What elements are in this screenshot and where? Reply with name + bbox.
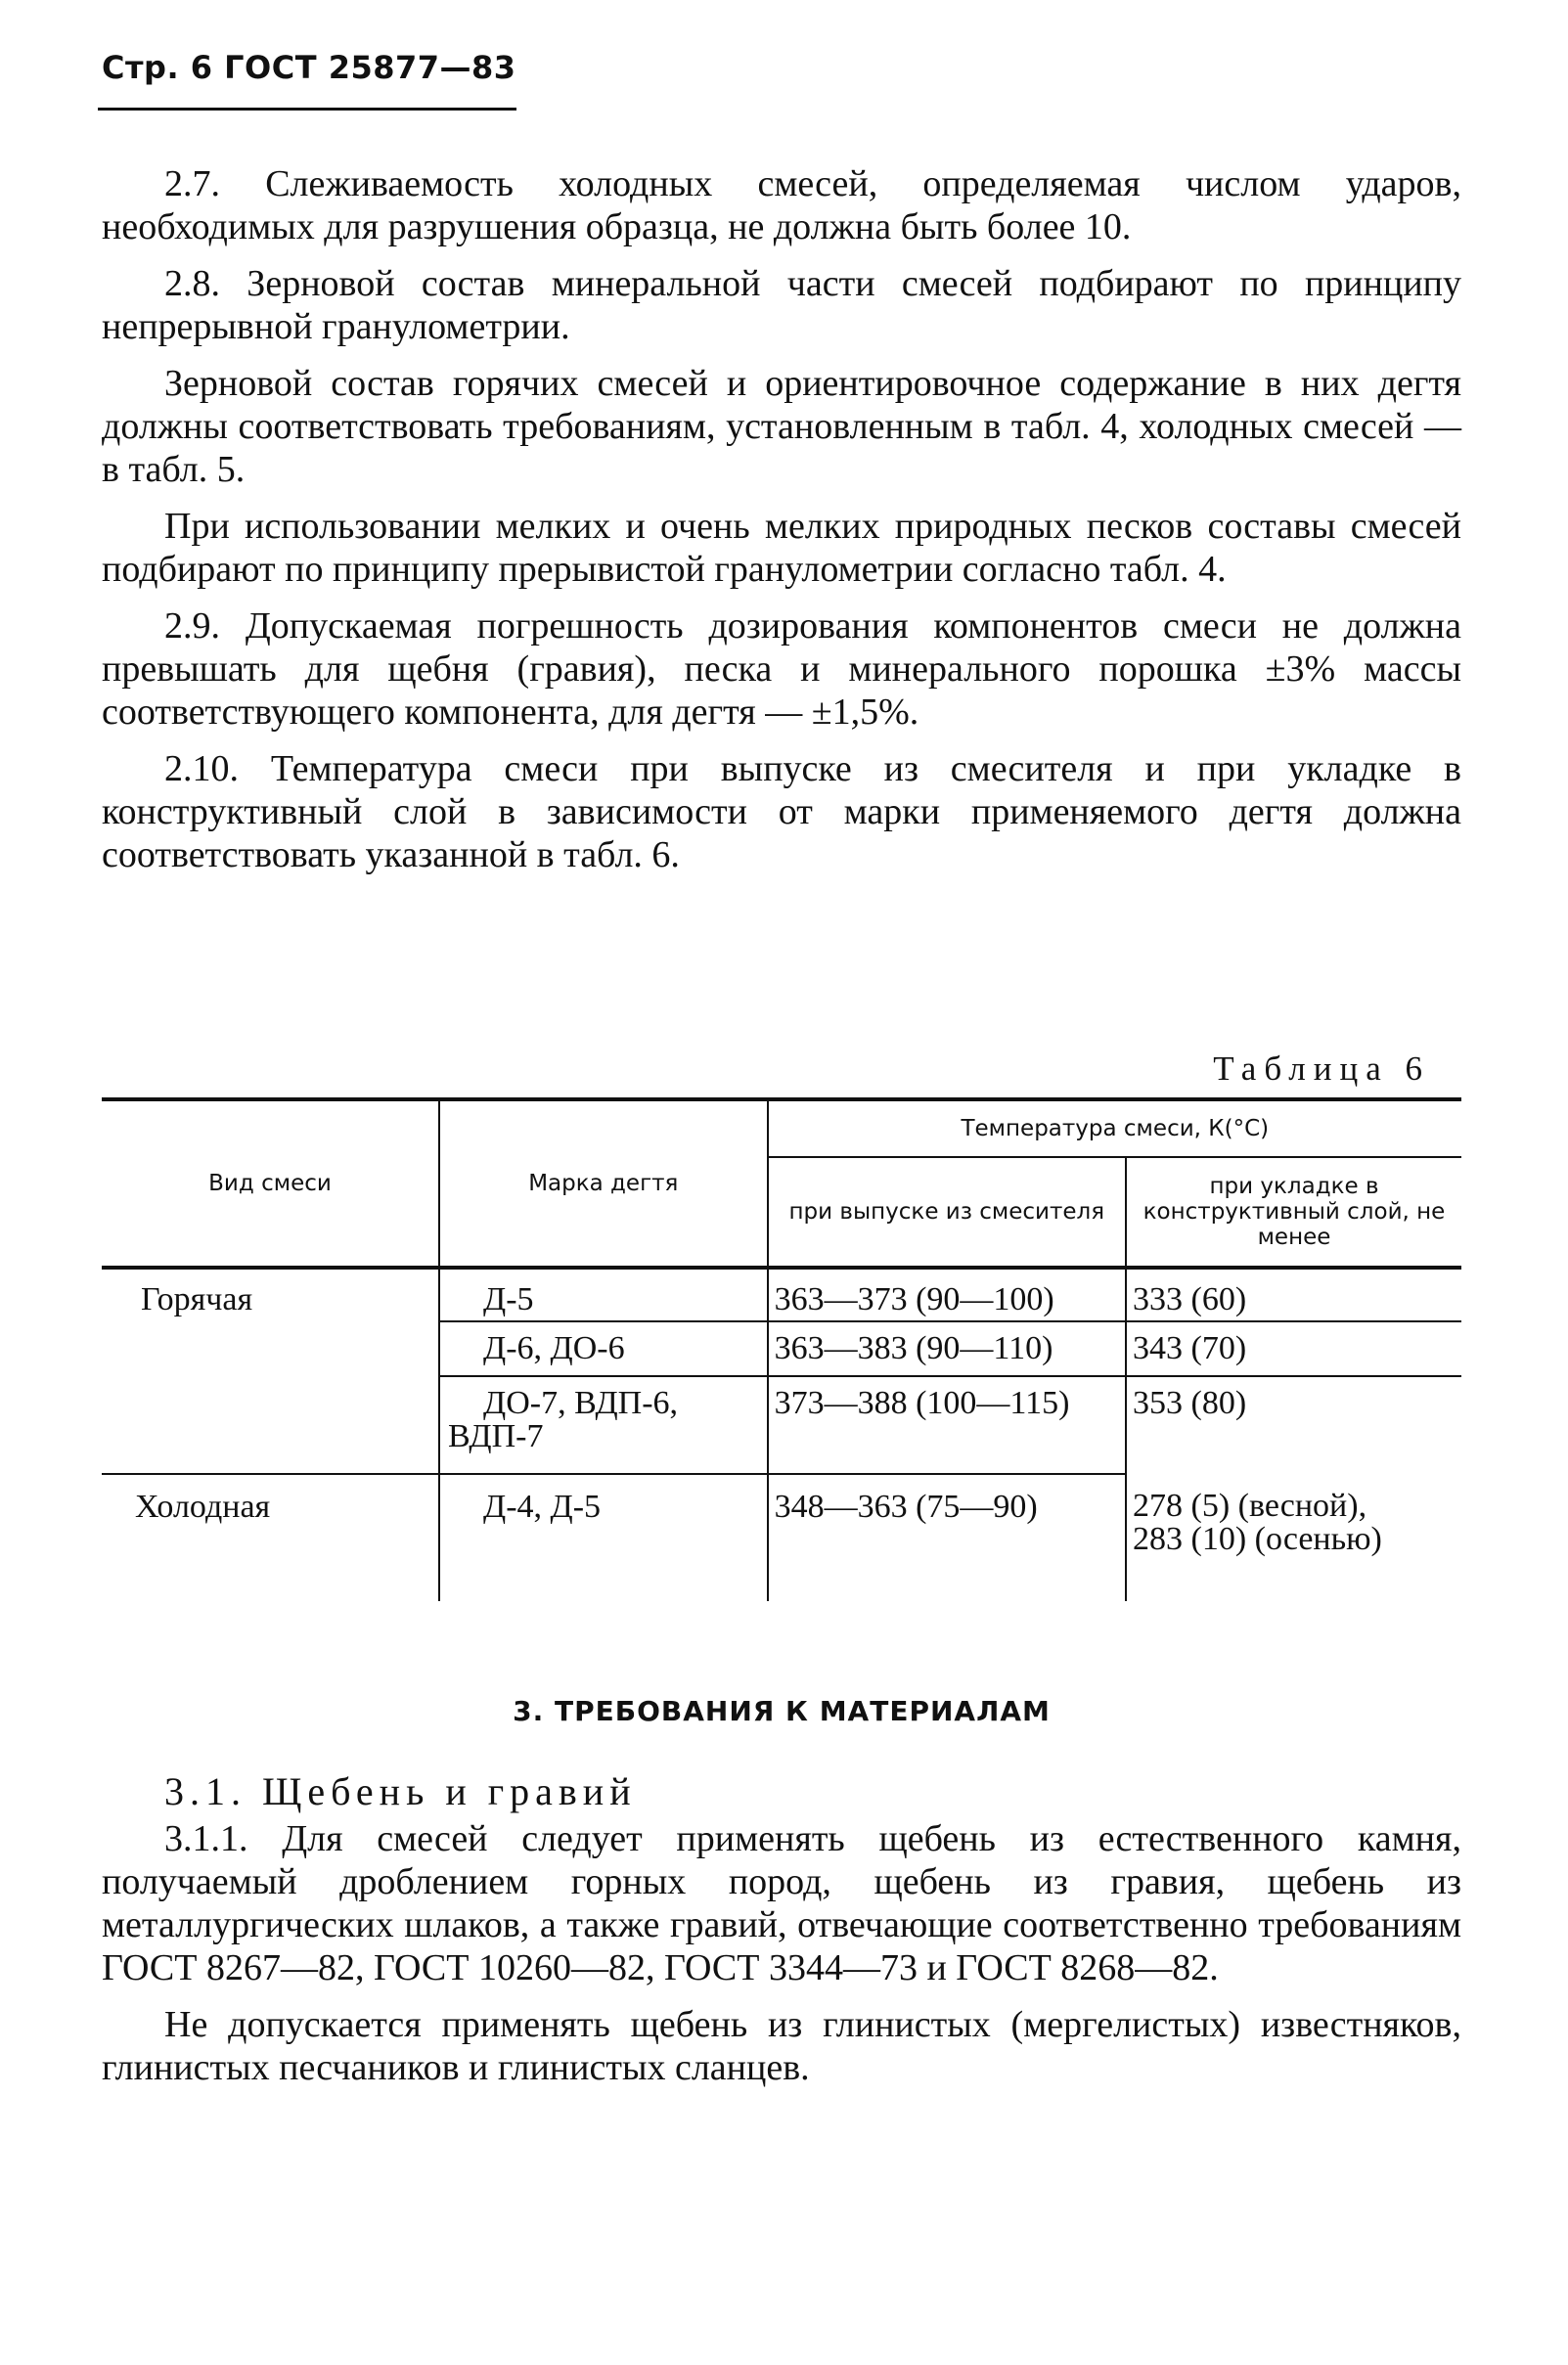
paragraph-3-1-1: 3.1.1. Для смесей следует применять щебень из естественного камня, получаемый дроблением горных пород, щебень из гравия, щебень из металлургических шлаков, а также гравий, отвечающие соответственно требованиям ГОСТ 8267—82, ГОСТ 10260—82, ГОСТ 3344—73 и ГОСТ 8268—82. [102,1818,1461,1988]
subsection-3-1-title: 3.1. Щебень и гравий [164,1769,637,1813]
cell-laying-temp: 343 (70) [1126,1321,1461,1376]
cell-laying-temp: 333 (60) [1126,1268,1461,1321]
paragraph-fine-sands: При использовании мелких и очень мелких природных песков составы смесей подбирают по принципу прерывистой гранулометрии согласно табл. 4. [102,506,1461,590]
paragraph-2-8: 2.8. Зерновой состав минеральной части смесей подбирают по принципу непрерывной гранулометрии. [102,263,1461,347]
cell-mix-type [102,1376,439,1474]
page-header: Стр. 6 ГОСТ 25877—83 [102,49,516,86]
cell-tar-grade: Д-6, ДО-6 [439,1321,768,1376]
cell-release-temp: 363—383 (90—110) [768,1321,1126,1376]
table-row [102,1268,1461,1321]
header-tar-grade: Марка дегтя [439,1099,768,1268]
header-at-release: при выпуске из смесителя [768,1157,1126,1268]
header-temperature: Температура смеси, К(°С) [768,1099,1461,1157]
cell-laying-temp: 353 (80) [1126,1376,1461,1474]
paragraph-2-7: 2.7. Слеживаемость холодных смесей, определяемая числом ударов, необходимых для разрушения образца, не должна быть более 10. [102,163,1461,247]
header-at-laying: при укладке в конструктивный слой, не менее [1126,1157,1461,1268]
table-row [102,1321,1461,1376]
table-row [102,1474,1461,1601]
table-caption: Таблица 6 [1213,1049,1430,1088]
cell-mix-type: Горячая [141,1281,253,1317]
section-3-text [102,1817,1461,2103]
cell-tar-grade-text: ДО-7, ВДП-6, ВДП-7 [448,1385,679,1454]
table-6 [102,1097,1461,1601]
cell-tar-grade: Д-5 [439,1268,768,1321]
cell-mix-type [102,1321,439,1376]
header-mix-type: Вид смеси [208,1171,332,1196]
table-row [102,1376,1461,1474]
header-rule [98,108,516,111]
laying-spring: 278 (5) (весной), [1133,1488,1367,1524]
cell-release-temp: 373—388 (100—115) [768,1376,1126,1474]
paragraph-2-10: 2.10. Температура смеси при выпуске из смесителя и при укладке в конструктивный слой в зависимости от марки применяемого дегтя должна соответствовать указанной в табл. 6. [102,748,1461,875]
cell-release-temp: 363—373 (90—100) [768,1268,1126,1321]
paragraph-grain-composition: Зерновой состав горячих смесей и ориентировочное содержание в них дегтя должны соответствовать требованиям, установленным в табл. 4, холодных смесей — в табл. 5. [102,363,1461,490]
cell-release-temp: 348—363 (75—90) [768,1474,1126,1601]
paragraph-prohibition: Не допускается применять щебень из глинистых (мергелистых) известняков, глинистых песчаников и глинистых сланцев. [102,2004,1461,2088]
cell-mix-type: Холодная [135,1489,271,1525]
paragraph-2-9: 2.9. Допускаемая погрешность дозирования компонентов смеси не должна превышать для щебня (гравия), песка и минерального порошка ±3% массы соответствующего компонента, для дегтя — ±1,5%. [102,605,1461,733]
cell-tar-grade: Д-4, Д-5 [439,1474,768,1601]
cell-tar-grade [439,1376,768,1474]
section-3-heading: 3. ТРЕБОВАНИЯ К МАТЕРИАЛАМ [513,1695,1051,1727]
cell-laying-temp [1126,1474,1461,1601]
laying-autumn: 283 (10) (осенью) [1133,1521,1382,1557]
section-2-text [102,162,1461,890]
